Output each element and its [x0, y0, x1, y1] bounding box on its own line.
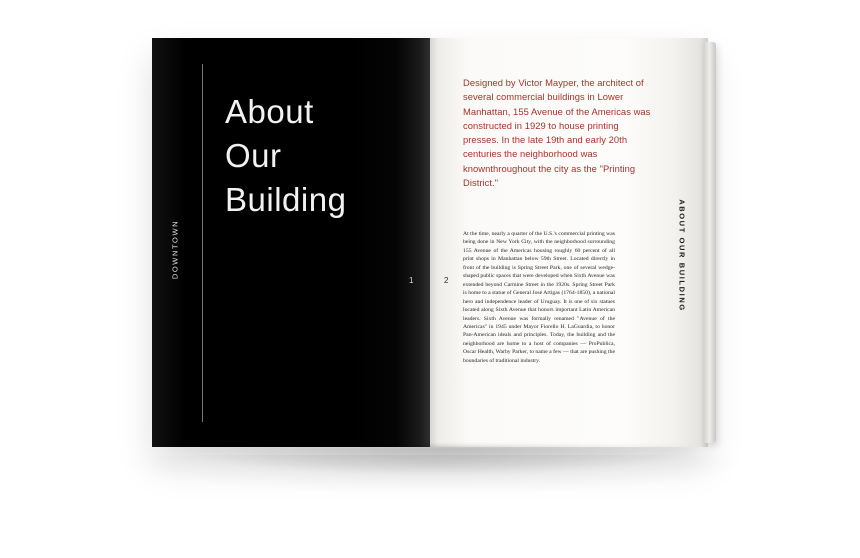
left-page-number: 1: [409, 276, 414, 285]
page-title: [225, 90, 415, 222]
lede-paragraph: Designed by Victor Mayper, the architect of several commercial buildings in Lower Manhattan, 155 Avenue of the Americas was constructed in 1929 to house printing presses. In the late 19th and early 20th centuries the neighborhood was knownthroughout the city as the "Printing District.": [463, 77, 651, 189]
page-title-line-1: About: [225, 93, 314, 130]
book-drop-shadow: [168, 446, 708, 474]
left-running-head: DOWNTOWN: [170, 219, 180, 280]
vertical-rule: [202, 64, 203, 422]
page-title-line-3: Building: [225, 181, 347, 218]
right-running-head: ABOUT OUR BUILDING: [677, 199, 687, 312]
open-book-spread: [152, 38, 708, 447]
left-page: [152, 38, 430, 447]
page-edge-stack: [704, 42, 716, 443]
right-page: [430, 38, 708, 447]
page-title-line-2: Our: [225, 137, 282, 174]
body-text-column: At the time, nearly a quarter of the U.S.'s commercial printing was being done in New York City, with the neighborhood surrounding 155 Avenue of the Americas housing roughly 60 percent of all print shops in Manhattan below 59th Street. Located directly in front of the building is Spring Street Park, one of several wedge-shaped public spaces that were developed when Sixth Avenue was extended beyond Carmine Street in the 1920s. Spring Street Park is home to a statue of General José Artigas (1764-1850), a national hero and independence leader of Uruguay. It is one of six statues located along Sixth Avenue that honors important Latin American leaders. Sixth Avenue was formally renamed "Avenue of the Americas" in 1945 under Mayor Fiorello H. LaGuardia, to honor Pan-American ideals and principles. Today, the building and the neighborhood are home to a host of companies — ProPublica, Oscar Health, Warby Parker, to name a few — that are pushing the boundaries of traditional industry.: [463, 231, 615, 364]
right-page-number: 2: [444, 276, 449, 285]
